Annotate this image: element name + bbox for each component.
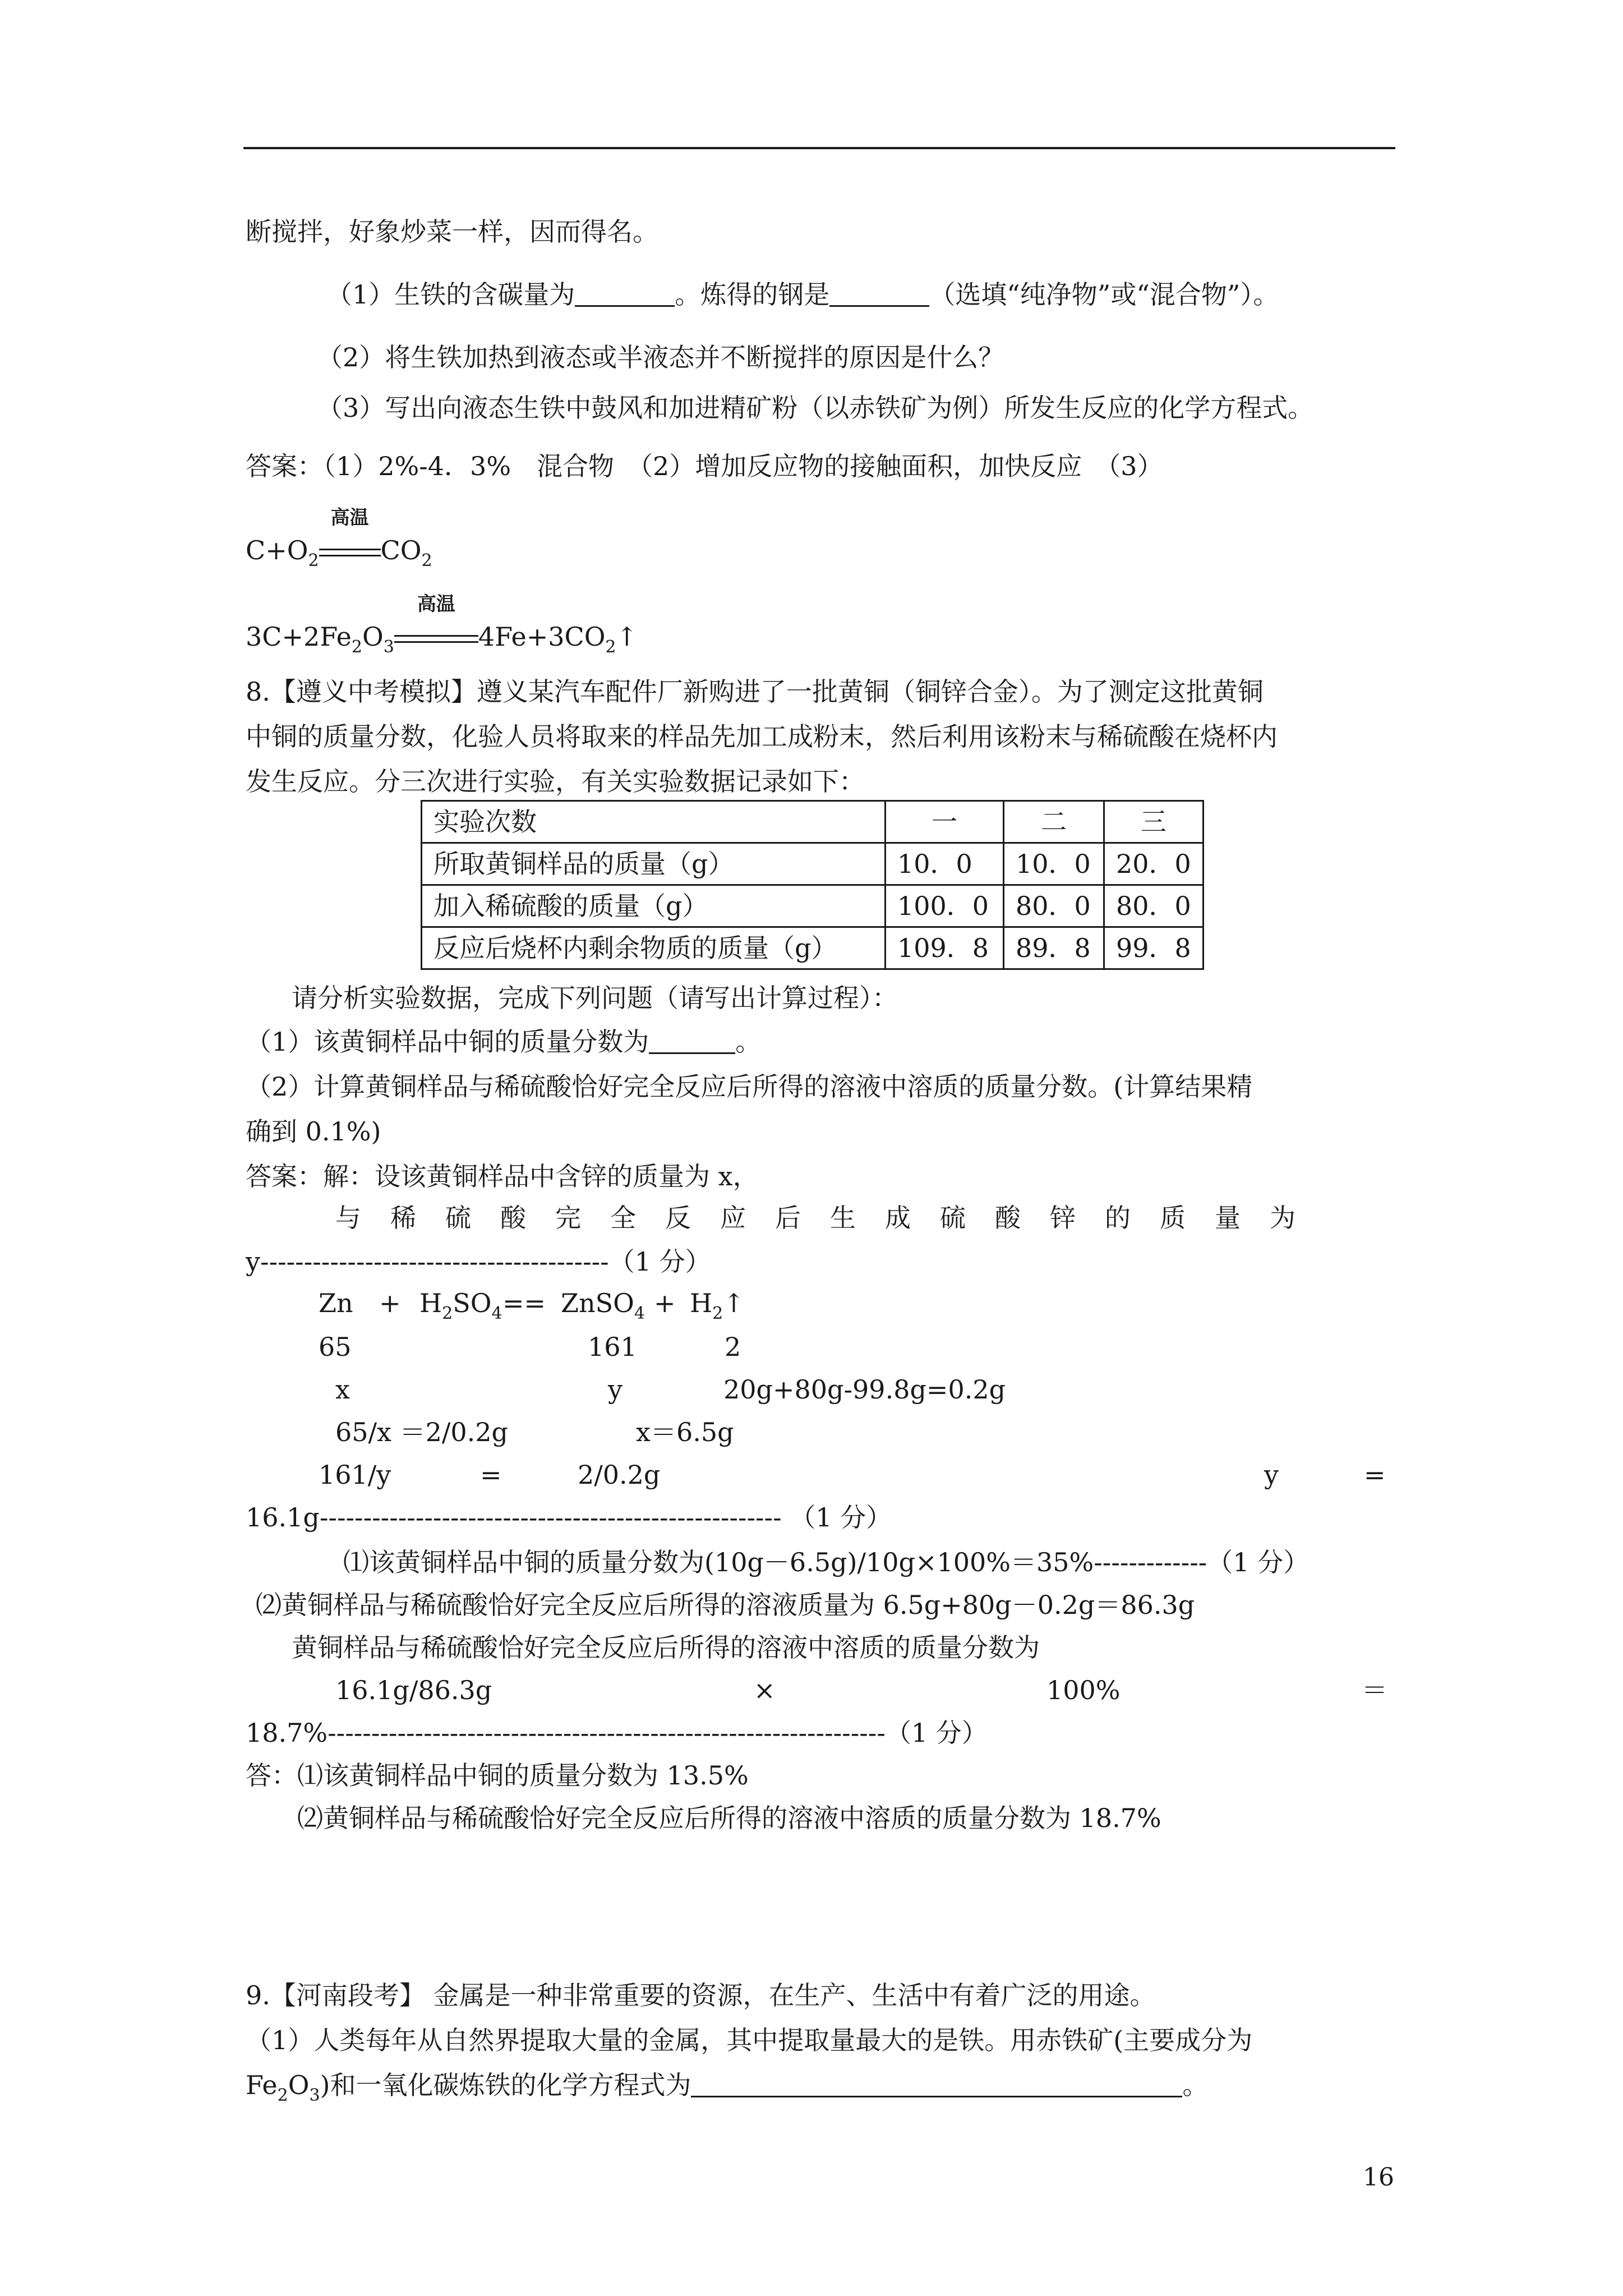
q8-answer-line-1: 答案：解：设该黄铜样品中含锌的质量为 x，	[246, 1161, 759, 1191]
final-answer-2: ⑵黄铜样品与稀硫酸恰好完全反应后所得的溶液中溶质的质量分数为 18.7%	[297, 1803, 1161, 1833]
result-x: x＝6.5g	[636, 1417, 734, 1447]
mass-h2: 2	[725, 1332, 741, 1362]
table-cell: 80．0	[1104, 885, 1204, 927]
q7-sub1-text-b: 。炼得的钢是	[675, 279, 830, 310]
q7-blank-carbon[interactable]	[575, 284, 675, 307]
fe2o3-fe: Fe	[246, 2070, 278, 2100]
h2-h: H	[690, 1288, 713, 1318]
table-cell: 反应后烧杯内剩余物质的质量（g）	[422, 927, 886, 969]
h2so4-formula	[419, 1288, 502, 1323]
eq2-left-a: 3C+2Fe	[246, 622, 352, 652]
table-row	[422, 843, 1204, 885]
table-header-cell: 实验次数	[422, 801, 886, 843]
h2so4-h: H	[419, 1288, 442, 1318]
table-cell: 10．0	[1004, 843, 1104, 885]
var-x: x	[335, 1374, 350, 1405]
equals-sign: ==	[502, 1288, 546, 1318]
mass-znso4: 161	[588, 1332, 637, 1362]
fraction-eq: ＝	[1362, 1675, 1387, 1705]
eq2-condition-sign	[394, 593, 478, 650]
q7-blank-steel[interactable]	[829, 284, 929, 307]
q8-sub2-line-1: （2）计算黄铜样品与稀硫酸恰好完全反应后所得的溶液中溶质的质量分数。(计算结果精	[246, 1071, 1253, 1102]
h2-formula	[690, 1288, 745, 1323]
answer-calc-1: ⑴该黄铜样品中铜的质量分数为(10g－6.5g)/10g×100%＝35%-------------（1 分）	[343, 1547, 1310, 1577]
h2so4-sub1: 2	[442, 1304, 453, 1323]
var-y: y	[608, 1374, 623, 1405]
answer-calc-2: ⑵黄铜样品与稀硫酸恰好完全反应后所得的溶液质量为 6.5g+80g－0.2g＝86.3g	[256, 1590, 1195, 1620]
table-cell: 20．0	[1104, 843, 1204, 885]
fraction-left: 16.1g/86.3g	[335, 1675, 492, 1705]
page-number: 16	[1363, 2163, 1394, 2192]
q8-line-2: 中铜的质量分数，化验人员将取来的样品先加工成粉末，然后利用该粉末与稀硫酸在烧杯内	[246, 721, 1278, 752]
q7-sub3: （3）写出向液态生铁中鼓风和加进精矿粉（以赤铁矿为例）所发生反应的化学方程式。	[317, 393, 1314, 423]
eq1-right: CO	[380, 535, 422, 565]
fe2o3-sub2: 3	[309, 2086, 320, 2105]
table-cell: 加入稀硫酸的质量（g）	[422, 885, 886, 927]
q8-sub1-end: 。	[735, 1027, 762, 1057]
q7-answer: 答案：（1）2%-4．3% 混合物 （2）增加反应物的接触面积，加快反应 （3）	[246, 451, 1163, 481]
q7-sub1-text-a: （1）生铁的含碳量为	[326, 279, 575, 310]
eq1-condition-sign	[319, 507, 381, 563]
table-header-cell: 一	[886, 801, 1004, 843]
ratio-2-eq: =	[480, 1460, 502, 1490]
table-cell: 10．0	[886, 843, 1004, 885]
table-cell: 99．8	[1104, 927, 1204, 969]
q8-line-3: 发生反应。分三次进行实验，有关实验数据记录如下：	[246, 766, 865, 797]
q8-sub1	[246, 1029, 761, 1055]
ratio-1: 65/x ＝2/0.2g	[335, 1417, 508, 1447]
experiment-table	[421, 800, 1204, 970]
hundred-percent: 100%	[1046, 1675, 1121, 1705]
result-percent: 18.7%----------------------------------------------------------------（1 分）	[246, 1718, 988, 1748]
znso4-sub: 4	[634, 1304, 645, 1323]
result-y: 16.1g----------------------------------------------------- （1 分）	[246, 1502, 892, 1533]
eq1-condition: 高温	[330, 507, 369, 529]
eq2-left-sub2: 3	[383, 637, 394, 657]
eq2-condition: 高温	[417, 593, 455, 615]
h2so4-sub2: 4	[491, 1304, 502, 1323]
fe2o3-o: O	[288, 2070, 310, 2100]
plus-sign: +	[654, 1288, 676, 1318]
gas-up-arrow-icon: ↑	[723, 1288, 745, 1318]
table-row	[422, 927, 1204, 969]
q8-answer-line-3: y----------------------------------------（1 分）	[246, 1246, 711, 1277]
table-cell: 100．0	[886, 885, 1004, 927]
q8-sub1-text: （1）该黄铜样品中铜的质量分数为	[246, 1027, 649, 1057]
q9-line-3-end: 。	[1182, 2070, 1209, 2100]
q9-line-3	[246, 2070, 1209, 2105]
table-cell: 所取黄铜样品的质量（g）	[422, 843, 886, 885]
header-rule	[243, 147, 1395, 149]
mass-zn: 65	[319, 1332, 352, 1362]
times-sign: ×	[754, 1675, 776, 1705]
table-cell: 109．8	[886, 927, 1004, 969]
h2so4-so: SO	[453, 1288, 492, 1318]
ratio-2-left: 161/y	[319, 1460, 391, 1490]
answer-calc-3: 黄铜样品与稀硫酸恰好完全反应后所得的溶液中溶质的质量分数为	[292, 1632, 1040, 1663]
table-header-cell: 三	[1104, 801, 1204, 843]
q7-sub1-text-c: （选填“纯净物”或“混合物”）。	[929, 279, 1279, 310]
table-row	[422, 885, 1204, 927]
eq2-left-sub1: 2	[351, 637, 362, 657]
fe2o3-sub1: 2	[277, 2086, 288, 2105]
zn-formula: Zn	[319, 1288, 353, 1318]
gas-up-arrow-icon: ↑	[616, 622, 638, 652]
q8-sub2-line-2: 确到 0.1%)	[246, 1116, 381, 1147]
q7-equation-1	[246, 507, 432, 570]
znso4-text: ZnSO	[561, 1288, 634, 1318]
q7-sub1	[326, 279, 1279, 310]
table-cell: 80．0	[1004, 885, 1104, 927]
q7-intro-tail: 断搅拌，好象炒菜一样，因而得名。	[246, 217, 658, 247]
q7-sub2: （2）将生铁加热到液态或半液态并不断搅拌的原因是什么？	[317, 342, 1004, 372]
q8-prompt: 请分析实验数据，完成下列问题（请写出计算过程）：	[292, 983, 898, 1013]
table-header-row	[422, 801, 1204, 843]
eq1-right-sub: 2	[421, 551, 432, 570]
q8-line-1: 8.【遵义中考模拟】遵义某汽车配件厂新购进了一批黄铜（铜锌合金）。为了测定这批黄铜	[246, 677, 1264, 707]
q7-equation-2	[246, 593, 638, 657]
znso4-formula	[561, 1288, 645, 1323]
plus-sign: +	[379, 1288, 401, 1318]
q8-answer-line-2: 与稀硫酸完全反应后生成硫酸锌的质量为	[335, 1203, 1325, 1233]
eq2-left-b: O	[362, 622, 384, 652]
eq2-right: 4Fe+3CO	[478, 622, 606, 652]
ratio-2-y: y	[1264, 1460, 1279, 1490]
final-answer-1: 答：⑴该黄铜样品中铜的质量分数为 13.5%	[246, 1760, 749, 1791]
eq2-right-sub: 2	[605, 637, 616, 657]
q9-blank-equation[interactable]	[691, 2074, 1182, 2097]
h2-mass-calc: 20g+80g-99.8g=0.2g	[723, 1374, 1006, 1405]
ratio-2-right: 2/0.2g	[578, 1460, 661, 1490]
q9-line-1: 9.【河南段考】 金属是一种非常重要的资源，在生产、生活中有着广泛的用途。	[246, 1980, 1156, 2010]
eq1-left: C+O	[246, 535, 308, 565]
q9-line-3-text: )和一氧化碳炼铁的化学方程式为	[320, 2070, 691, 2100]
eq1-left-sub: 2	[308, 551, 319, 570]
table-header-cell: 二	[1004, 801, 1104, 843]
h2-sub: 2	[712, 1304, 723, 1323]
q8-blank-copper[interactable]	[649, 1031, 735, 1054]
q9-line-2: （1）人类每年从自然界提取大量的金属，其中提取量最大的是铁。用赤铁矿(主要成分为	[246, 2025, 1253, 2055]
ratio-2-eq-2: =	[1364, 1460, 1386, 1490]
table-cell: 89．8	[1004, 927, 1104, 969]
